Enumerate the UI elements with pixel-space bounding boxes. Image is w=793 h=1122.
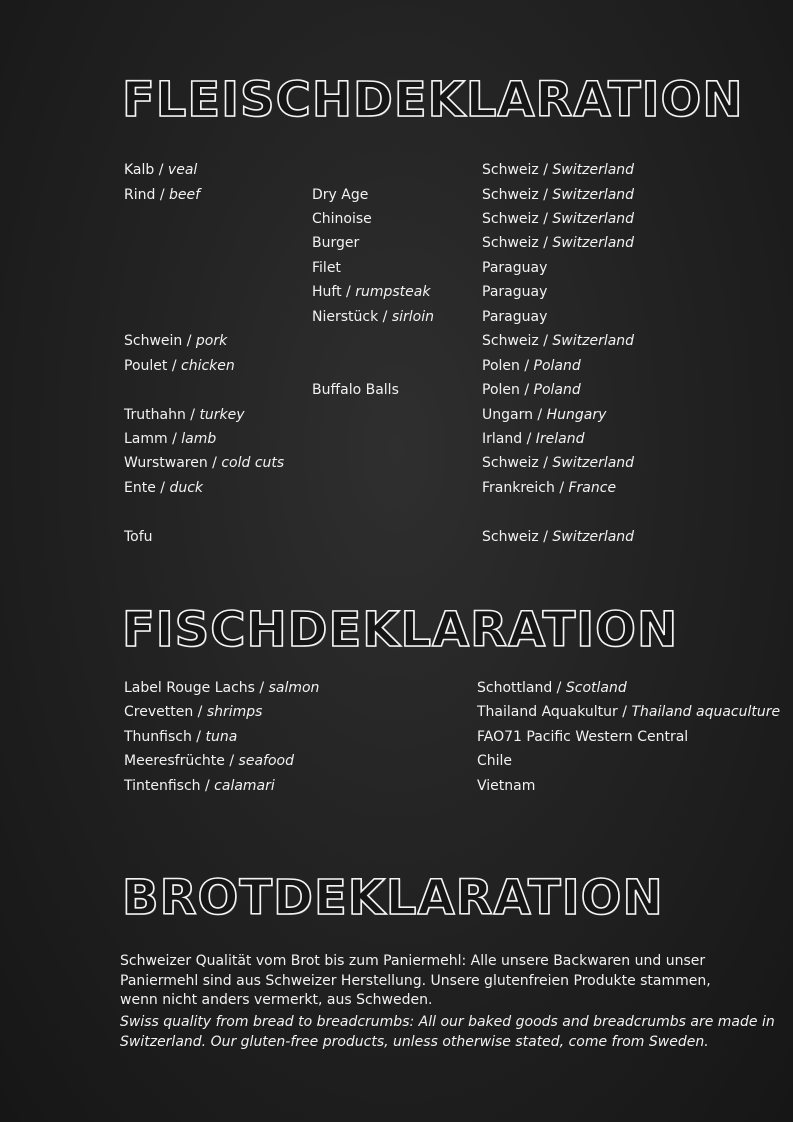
meat-row: [0, 525, 793, 549]
slash-separator: /: [522, 431, 536, 447]
slash-separator: /: [207, 455, 222, 471]
meat-origin: [482, 451, 634, 475]
slash-separator: /: [552, 680, 566, 696]
meat-row: [0, 280, 793, 304]
meat-cut-en: rumpsteak: [355, 284, 431, 300]
bread-text-english: [120, 1013, 775, 1052]
fish-row: [0, 725, 793, 749]
meat-item: [124, 183, 200, 207]
meat-item-en: turkey: [199, 407, 245, 423]
fish-item: [124, 725, 237, 749]
slash-separator: /: [155, 187, 170, 203]
meat-item-en: chicken: [181, 358, 235, 374]
meat-cut-de: Huft: [312, 284, 342, 300]
fish-origin-de: Vietnam: [477, 778, 536, 794]
slash-separator: /: [154, 162, 168, 178]
slash-separator: /: [167, 358, 181, 374]
meat-origin-en: Switzerland: [552, 333, 635, 349]
meat-row: [0, 476, 793, 500]
meat-row: [0, 207, 793, 231]
fish-item: [124, 700, 262, 724]
meat-cut: [312, 183, 368, 207]
meat-origin-de: Schweiz: [482, 235, 539, 251]
meat-origin-de: Paraguay: [482, 284, 548, 300]
fish-declaration-title: FISCHDEKLARATION: [122, 602, 679, 658]
meat-origin: [482, 158, 634, 182]
meat-origin-de: Paraguay: [482, 260, 548, 276]
meat-item-de: Rind: [124, 187, 156, 203]
meat-origin-en: Poland: [533, 358, 581, 374]
meat-cut-de: Burger: [312, 235, 360, 251]
meat-origin-de: Polen: [482, 358, 520, 374]
meat-origin-de: Polen: [482, 382, 520, 398]
bread-text-line-en: Switzerland. Our gluten-free products, unless otherwise stated, come from Sweden.: [120, 1033, 709, 1050]
bread-text-line-de: Paniermehl sind aus Schweizer Herstellung. Unsere glutenfreien Produkte stammen,: [120, 972, 711, 989]
meat-origin-de: Ungarn: [482, 407, 533, 423]
meat-origin: [482, 329, 634, 353]
fish-origin: [477, 749, 512, 773]
slash-separator: /: [538, 333, 553, 349]
bread-text-line-de: Schweizer Qualität vom Brot bis zum Paniermehl: Alle unsere Backwaren und unser: [120, 953, 706, 969]
meat-origin: [482, 525, 634, 549]
meat-row: [0, 183, 793, 207]
slash-separator: /: [538, 455, 553, 471]
meat-origin-en: Switzerland: [552, 187, 635, 203]
fish-item-en: calamari: [214, 778, 275, 794]
meat-item-en: beef: [169, 187, 201, 203]
bread-text-german: [120, 952, 760, 1011]
meat-origin-de: Schweiz: [482, 162, 539, 178]
fish-origin: [477, 725, 688, 749]
bread-declaration-title: BROTDEKLARATION: [122, 870, 664, 926]
slash-separator: /: [532, 407, 547, 423]
meat-item-de: Schwein: [124, 333, 183, 349]
bread-text-line-de: wenn nicht anders vermerkt, aus Schweden.: [120, 992, 433, 1008]
meat-item-de: Kalb: [124, 162, 155, 178]
slash-separator: /: [538, 211, 553, 227]
meat-cut: [312, 305, 434, 329]
meat-row: [0, 231, 793, 255]
meat-row: [0, 427, 793, 451]
meat-origin-de: Schweiz: [482, 455, 539, 471]
meat-origin: [482, 183, 634, 207]
meat-row: [0, 329, 793, 353]
fish-item-en: salmon: [268, 680, 320, 696]
slash-separator: /: [341, 284, 356, 300]
fish-row: [0, 676, 793, 700]
meat-cut: [312, 378, 399, 402]
fish-origin-en: Scotland: [565, 680, 627, 696]
meat-item: [124, 451, 284, 475]
slash-separator: /: [167, 431, 182, 447]
fish-row: [0, 700, 793, 724]
slash-separator: /: [538, 162, 553, 178]
slash-separator: /: [554, 480, 569, 496]
meat-cut-de: Filet: [312, 260, 341, 276]
fish-item: [124, 774, 275, 798]
meat-cut-de: Chinoise: [312, 211, 372, 227]
meat-item: [124, 427, 216, 451]
meat-item-en: pork: [195, 333, 228, 349]
meat-origin-en: Hungary: [546, 407, 607, 423]
fish-item: [124, 676, 319, 700]
meat-origin-de: Schweiz: [482, 211, 539, 227]
fish-item-en: seafood: [238, 753, 294, 769]
meat-item-de: Lamm: [124, 431, 168, 447]
meat-item-en: veal: [167, 162, 198, 178]
fish-item-de: Tintenfisch: [124, 778, 201, 794]
meat-origin: [482, 256, 547, 280]
meat-origin-de: Frankreich: [482, 480, 555, 496]
meat-origin: [482, 231, 634, 255]
meat-item-de: Ente: [124, 480, 156, 496]
fish-origin-de: FAO71 Pacific Western Central: [477, 729, 689, 745]
fish-item-de: Thunfisch: [124, 729, 192, 745]
slash-separator: /: [155, 480, 170, 496]
meat-origin-de: Schweiz: [482, 529, 539, 545]
slash-separator: /: [185, 407, 200, 423]
meat-origin-en: Ireland: [535, 431, 585, 447]
slash-separator: /: [617, 704, 632, 720]
meat-origin-de: Irland: [482, 431, 523, 447]
meat-origin-de: Schweiz: [482, 333, 539, 349]
meat-item-en: cold cuts: [221, 455, 285, 471]
fish-row: [0, 774, 793, 798]
fish-row: [0, 749, 793, 773]
meat-item: [124, 354, 235, 378]
meat-cut-de: Buffalo Balls: [312, 382, 399, 398]
meat-item-en: duck: [169, 480, 204, 496]
meat-item-de: Wurstwaren: [124, 455, 208, 471]
fish-origin-de: Schottland: [477, 680, 553, 696]
slash-separator: /: [378, 309, 392, 325]
meat-cut: [312, 207, 372, 231]
meat-item: [124, 403, 245, 427]
slash-separator: /: [538, 235, 553, 251]
meat-origin: [482, 378, 581, 402]
meat-item: [124, 158, 197, 182]
meat-declaration-title: FLEISCHDEKLARATION: [122, 72, 744, 128]
meat-item: [124, 525, 153, 549]
meat-origin: [482, 403, 606, 427]
slash-separator: /: [254, 680, 269, 696]
meat-item-de: Truthahn: [124, 407, 186, 423]
meat-cut-de: Dry Age: [312, 187, 369, 203]
meat-row: [0, 305, 793, 329]
fish-item-en: tuna: [205, 729, 238, 745]
meat-origin-en: Poland: [533, 382, 581, 398]
slash-separator: /: [224, 753, 239, 769]
slash-separator: /: [519, 382, 534, 398]
meat-origin-en: Switzerland: [552, 235, 635, 251]
meat-origin-en: Switzerland: [552, 529, 635, 545]
meat-origin-en: Switzerland: [552, 455, 635, 471]
meat-origin-de: Schweiz: [482, 187, 539, 203]
meat-origin-en: Switzerland: [552, 211, 635, 227]
meat-cut-en: sirloin: [391, 309, 434, 325]
slash-separator: /: [519, 358, 534, 374]
fish-origin-de: Chile: [477, 753, 513, 769]
meat-origin: [482, 207, 634, 231]
slash-separator: /: [538, 529, 553, 545]
fish-item-de: Crevetten: [124, 704, 194, 720]
fish-origin: [477, 774, 535, 798]
fish-origin: [477, 700, 780, 724]
meat-cut: [312, 231, 359, 255]
meat-cut: [312, 256, 341, 280]
meat-origin-en: France: [568, 480, 617, 496]
meat-origin: [482, 305, 547, 329]
fish-origin: [477, 676, 627, 700]
meat-item-de: Tofu: [124, 529, 153, 545]
meat-origin-de: Paraguay: [482, 309, 548, 325]
meat-row: [0, 403, 793, 427]
meat-origin: [482, 354, 581, 378]
meat-origin: [482, 280, 547, 304]
bread-text-line-en: Swiss quality from bread to breadcrumbs: All our baked goods and breadcrumbs are made in: [120, 1014, 775, 1030]
fish-item-de: Meeresfrüchte: [124, 753, 225, 769]
meat-cut: [312, 280, 430, 304]
meat-cut-de: Nierstück: [312, 309, 379, 325]
meat-origin: [482, 427, 584, 451]
fish-origin-en: Thailand aquaculture: [631, 704, 781, 720]
meat-row: [0, 256, 793, 280]
slash-separator: /: [191, 729, 206, 745]
slash-separator: /: [182, 333, 196, 349]
meat-origin: [482, 476, 616, 500]
meat-item-en: lamb: [181, 431, 217, 447]
fish-item-de: Label Rouge Lachs: [124, 680, 255, 696]
meat-row: [0, 354, 793, 378]
meat-item-de: Poulet: [124, 358, 168, 374]
fish-item-en: shrimps: [206, 704, 263, 720]
fish-item: [124, 749, 294, 773]
slash-separator: /: [538, 187, 553, 203]
meat-row: [0, 451, 793, 475]
meat-item: [124, 476, 203, 500]
fish-origin-de: Thailand Aquakultur: [477, 704, 618, 720]
meat-row: [0, 378, 793, 402]
slash-separator: /: [200, 778, 215, 794]
meat-origin-en: Switzerland: [552, 162, 635, 178]
meat-row: [0, 158, 793, 182]
meat-item: [124, 329, 227, 353]
slash-separator: /: [193, 704, 207, 720]
